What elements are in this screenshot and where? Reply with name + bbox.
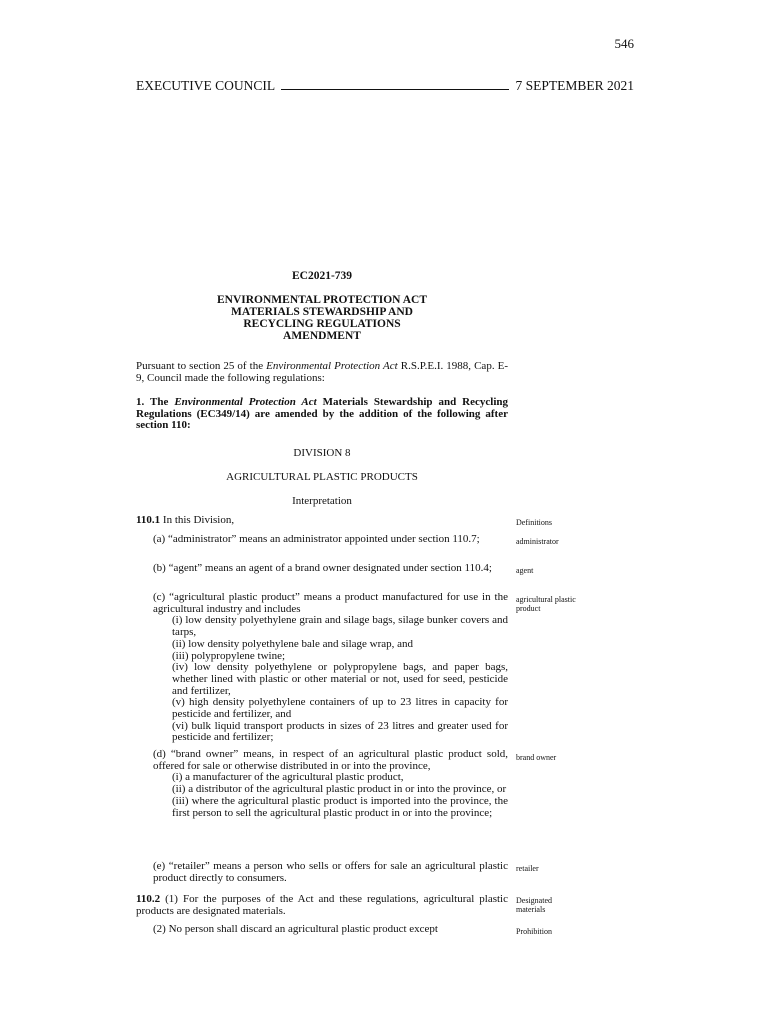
- section-text: (1) For the purposes of the Act and these regulations, agricultural plastic products are designated materials.: [136, 893, 508, 917]
- list-item: (ii) low density polyethylene bale and silage wrap, and: [172, 637, 414, 650]
- margin-note-prohibition: Prohibition: [516, 927, 553, 936]
- section-110-2: [136, 894, 508, 917]
- margin-note-brand-owner: brand owner: [516, 753, 557, 762]
- preamble-text: R.S.P.E.I. 1988, Cap. E-9, Council made the following regulations:: [136, 360, 508, 384]
- section-110-2-subsection-2: (2) No person shall discard an agricultural plastic product except: [153, 923, 438, 935]
- act-name: Environmental Protection Act: [266, 360, 398, 372]
- definition-agricultural-plastic-product: [136, 592, 508, 744]
- list-item: (iii) polypropylene twine;: [172, 649, 286, 662]
- title-line: AMENDMENT: [283, 330, 361, 342]
- section-110-1: [136, 515, 508, 527]
- margin-note-agent: agent: [516, 566, 534, 575]
- act-name: Environmental Protection Act: [174, 396, 317, 408]
- title-line: ENVIRONMENTAL PROTECTION ACT: [216, 294, 427, 306]
- section-number: 110.1: [136, 514, 161, 526]
- definition-agent: (b) “agent” means an agent of a brand owner designated under section 110.4;: [153, 562, 492, 574]
- running-header: [136, 78, 634, 94]
- header-date: 7 SEPTEMBER 2021: [515, 78, 634, 93]
- section-text: In this Division,: [160, 514, 235, 526]
- order-code: EC2021-739: [291, 270, 353, 282]
- margin-note-agricultural-plastic-product: agricultural plastic product: [516, 595, 576, 613]
- definition-retailer: (e) “retailer” means a person who sells or offers for sale an agricultural plastic product directly to consumers.: [153, 860, 508, 884]
- section-1-lead: 1. The: [136, 396, 175, 408]
- council-name: EXECUTIVE COUNCIL: [136, 78, 276, 93]
- list-item: (ii) a distributor of the agricultural plastic product in or into the province, or: [172, 783, 507, 796]
- section-1: [136, 397, 508, 432]
- definition-administrator: (a) “administrator” means an administrator appointed under section 110.7;: [153, 533, 480, 545]
- preamble-text: Pursuant to section 25 of the: [136, 360, 267, 372]
- order-title: [136, 294, 508, 342]
- list-item: (i) a manufacturer of the agricultural plastic product,: [172, 771, 404, 784]
- list-item: (i) low density polyethylene grain and silage bags, silage bunker covers and tarps,: [172, 614, 508, 639]
- list-item: (iv) low density polyethylene or polypropylene bags, and paper bags, whether lined with plastic or other material or not, used for seed, pesticide and fertilizer,: [172, 661, 508, 697]
- list-item: (iii) where the agricultural plastic product is imported into the province, the first person to sell the agricultural plastic product in or into the province;: [172, 794, 508, 819]
- title-line: MATERIALS STEWARDSHIP AND: [231, 306, 413, 318]
- division-heading: DIVISION 8: [293, 447, 351, 459]
- margin-note-retailer: retailer: [516, 864, 539, 873]
- margin-note-definitions: Definitions: [516, 518, 552, 527]
- definition-brand-owner: [136, 749, 508, 819]
- page-number: 546: [614, 36, 634, 51]
- margin-note-designated-materials: Designated materials: [516, 896, 552, 914]
- header-rule: [281, 78, 509, 90]
- section-1-text: Materials Stewardship and Recycling Regulations (EC349/14) are amended by the addition of the following after section 110:: [136, 396, 508, 432]
- preamble: [136, 361, 508, 384]
- definition-intro: (c) “agricultural plastic product” means a product manufactured for use in the agricultural industry and includes: [153, 591, 508, 615]
- margin-note-administrator: administrator: [516, 537, 559, 546]
- list-item: (v) high density polyethylene containers of up to 23 litres in capacity for pesticide and fertilizer, and: [172, 696, 508, 721]
- division-name: AGRICULTURAL PLASTIC PRODUCTS: [226, 471, 418, 483]
- section-number: 110.2: [136, 893, 161, 905]
- title-line: RECYCLING REGULATIONS: [243, 318, 401, 330]
- list-item: (vi) bulk liquid transport products in sizes of 23 litres and greater used for pesticide and fertilizer;: [172, 719, 508, 744]
- definition-intro: (d) “brand owner” means, in respect of an agricultural plastic product sold, offered for sale or otherwise distributed in or into the province,: [153, 748, 508, 772]
- interpretation-heading: Interpretation: [292, 495, 352, 507]
